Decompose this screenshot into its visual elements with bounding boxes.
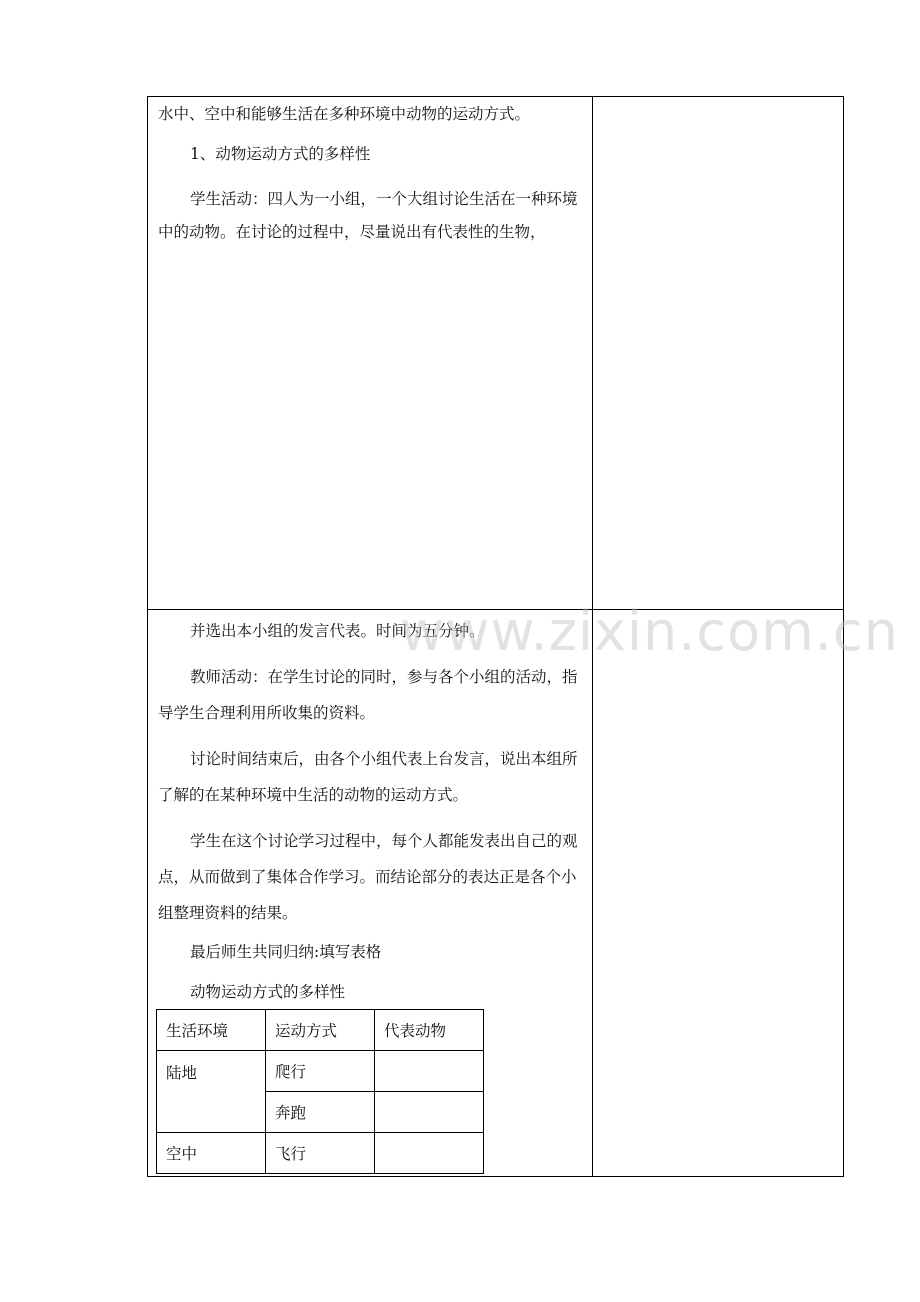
- notes-cell: [593, 610, 844, 1177]
- paragraph: 水中、空中和能够生活在多种环境中动物的运动方式。: [158, 105, 531, 123]
- column-header: 生活环境: [157, 1010, 266, 1051]
- content-cell: [148, 97, 593, 610]
- table-row: [157, 1133, 484, 1174]
- movement-cell: 飞行: [266, 1133, 375, 1174]
- watermark: www.zixin.com.cn: [400, 600, 899, 663]
- paragraph: 并选出本小组的发言代表。时间为五分钟。: [190, 622, 485, 640]
- content-cell: [148, 610, 593, 1177]
- table-row: [148, 97, 844, 610]
- paragraph: 学生活动：四人为一小组，一个大组讨论生活在一种环境中的动物。在讨论的过程中，尽量说出有代表性的生物，: [158, 190, 578, 241]
- environment-cell: 空中: [157, 1133, 266, 1174]
- movement-cell: 奔跑: [266, 1092, 375, 1133]
- lesson-table: [147, 96, 844, 1177]
- movement-table: [156, 1009, 484, 1174]
- animal-cell: [375, 1133, 484, 1174]
- notes-cell: [593, 97, 844, 610]
- paragraph: 最后师生共同归纳:填写表格: [190, 943, 382, 961]
- movement-cell: 爬行: [266, 1051, 375, 1092]
- table-row: [148, 610, 844, 1177]
- column-header: 代表动物: [375, 1010, 484, 1051]
- table-header-row: [157, 1010, 484, 1051]
- environment-cell: 陆地: [157, 1051, 266, 1133]
- paragraph: 教师活动：在学生讨论的同时，参与各个小组的活动，指导学生合理利用所收集的资料。: [158, 668, 578, 722]
- table-caption: 动物运动方式的多样性: [190, 983, 346, 1001]
- column-header: 运动方式: [266, 1010, 375, 1051]
- animal-cell: [375, 1092, 484, 1133]
- paragraph: 讨论时间结束后，由各个小组代表上台发言，说出本组所了解的在某种环境中生活的动物的运动方式。: [158, 750, 578, 804]
- animal-cell: [375, 1051, 484, 1092]
- paragraph: 学生在这个讨论学习过程中，每个人都能发表出自己的观点，从而做到了集体合作学习。而结论部分的表达正是各个小组整理资料的结果。: [158, 832, 578, 922]
- section-heading: 1、动物运动方式的多样性: [190, 145, 371, 163]
- table-row: [157, 1051, 484, 1092]
